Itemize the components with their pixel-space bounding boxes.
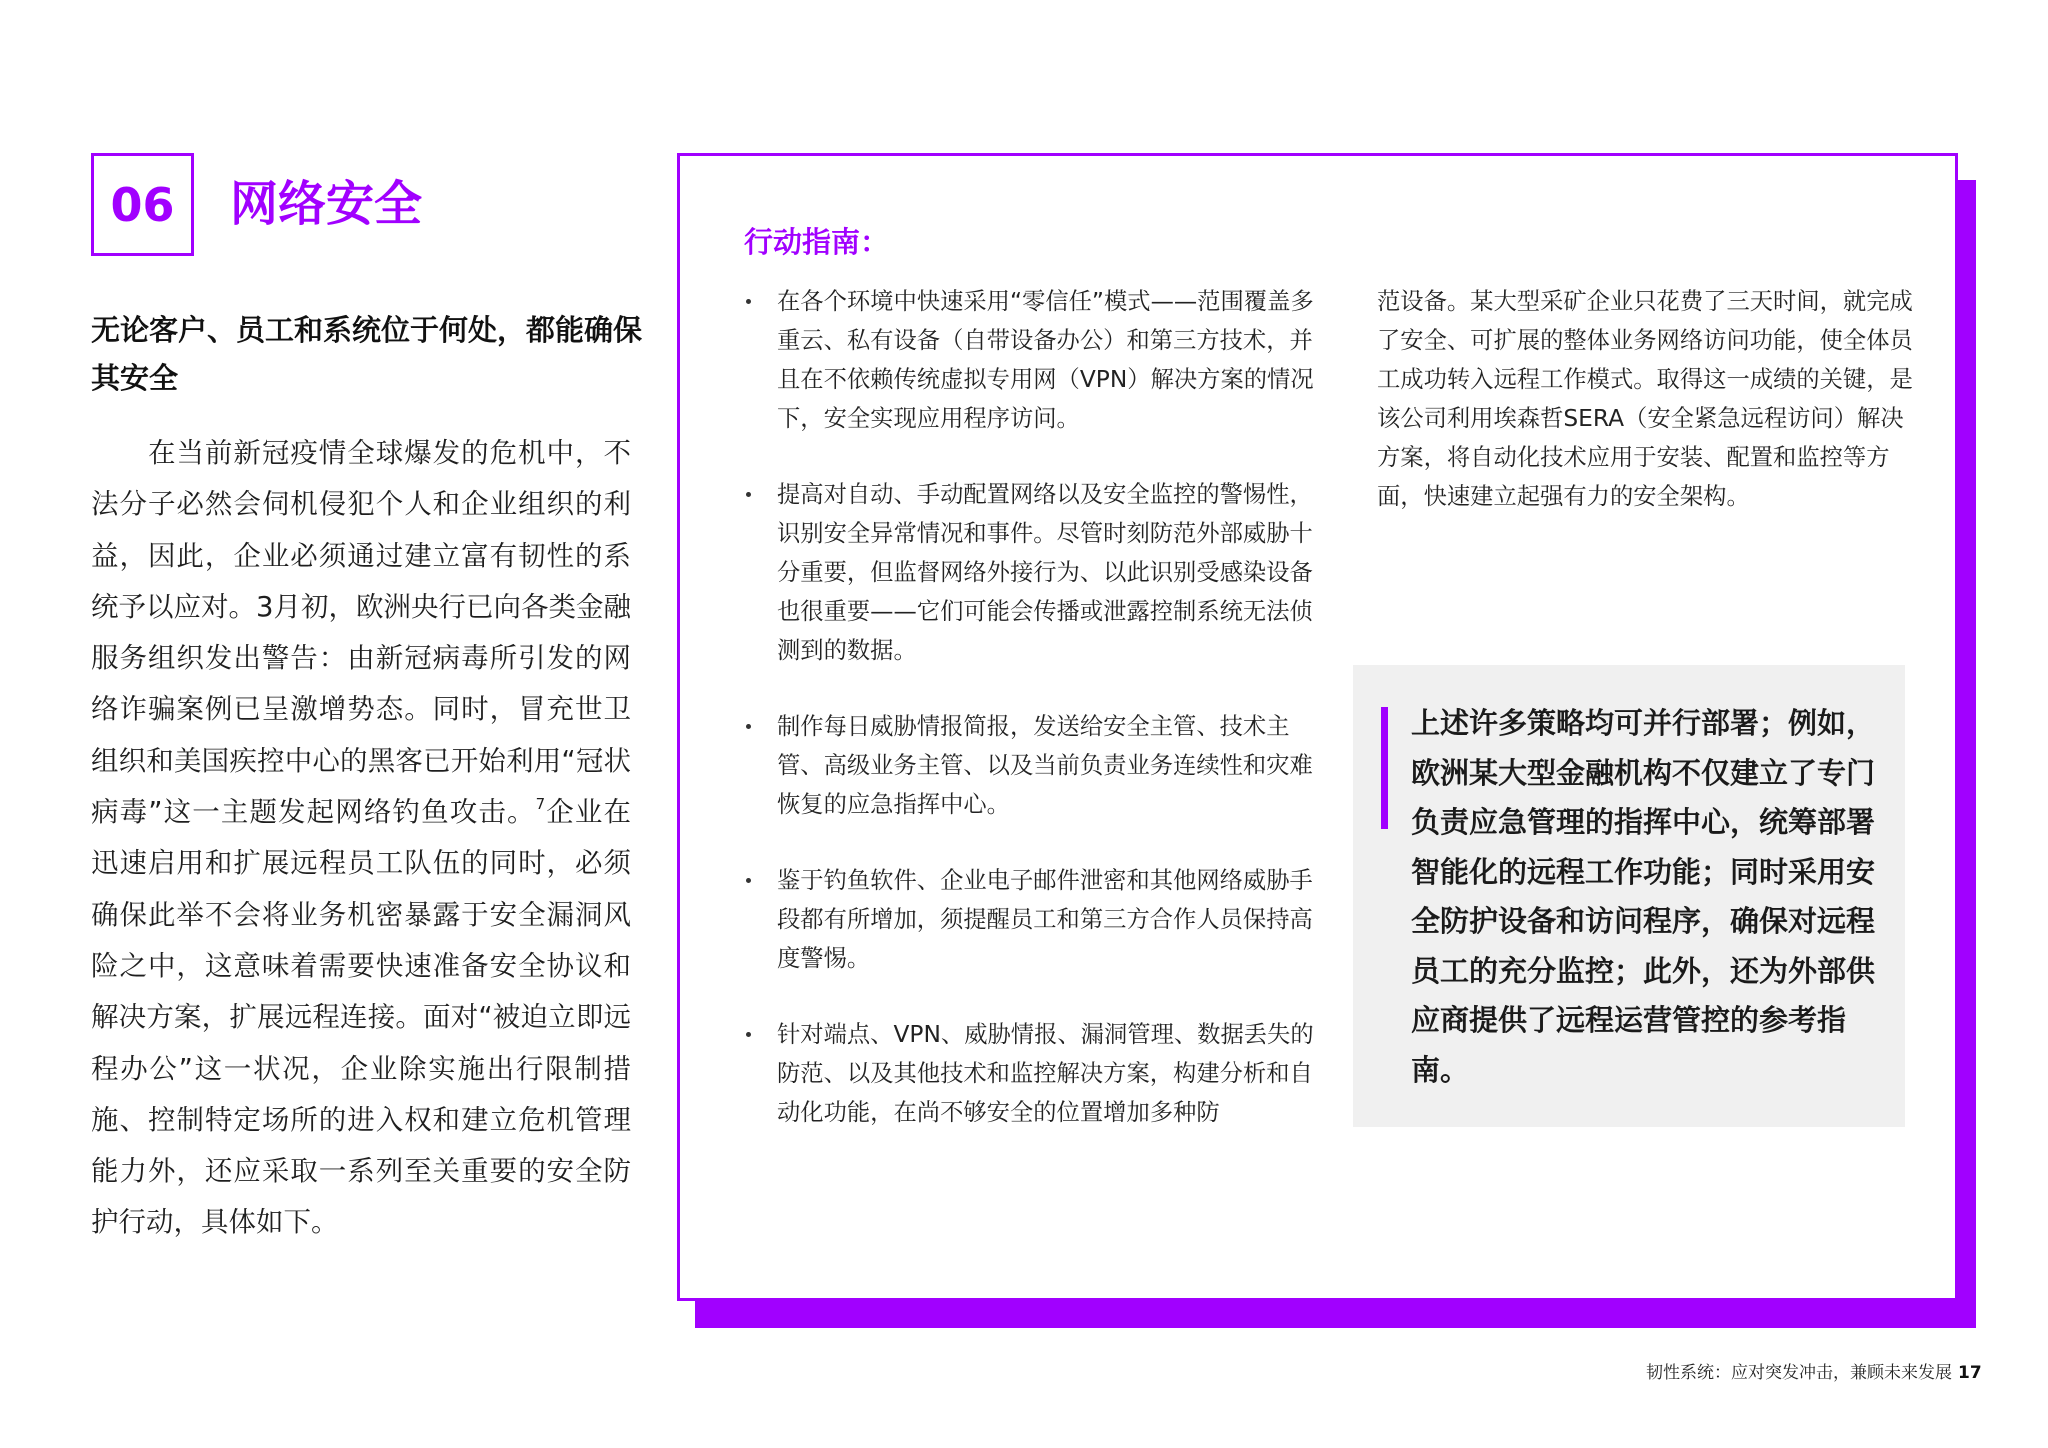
page-number: 17	[1958, 1363, 1982, 1383]
bullet-continuation-text: 范设备。某大型采矿企业只花费了三天时间，就完成了安全、可扩展的整体业务网络访问功能，使全体员工成功转入远程工作模式。取得这一成绩的关键，是该公司利用埃森哲SERA（安全紧急远程访问）解决方案，将自动化技术应用于安装、配置和监控等方面，快速建立起强有力的安全架构。	[1377, 288, 1913, 510]
list-item	[744, 282, 1314, 438]
intro-paragraph	[91, 428, 631, 1249]
pull-quote-box	[1353, 665, 1905, 1127]
list-item-text: 鉴于钓鱼软件、企业电子邮件泄密和其他网络威胁手段都有所增加，须提醒员工和第三方合作人员保持高度警惕。	[777, 867, 1313, 972]
section-number: 06	[110, 177, 175, 232]
list-item	[744, 1015, 1314, 1132]
bullet-icon	[746, 724, 751, 729]
subheading: 无论客户、员工和系统位于何处，都能确保其安全	[91, 313, 643, 395]
footnote-reference: 7	[535, 795, 546, 814]
bullet-icon	[746, 878, 751, 883]
intro-text-part-2: 企业在迅速启用和扩展远程员工队伍的同时，必须确保此举不会将业务机密暴露于安全漏洞风险之中，这意味着需要快速准备安全协议和解决方案，扩展远程连接。面对“被迫立即远程办公”这一状况，企业除实施出行限制措施、控制特定场所的进入权和建立危机管理能力外，还应采取一系列至关重要的安全防护行动，具体如下。	[91, 796, 632, 1239]
bullet-icon	[746, 492, 751, 497]
list-item-text: 提高对自动、手动配置网络以及安全监控的警惕性，识别安全异常情况和事件。尽管时刻防范外部威胁十分重要，但监督网络外接行为、以此识别受感染设备也很重要——它们可能会传播或泄露控制系统无法侦测到的数据。	[777, 481, 1313, 664]
list-item-text: 针对端点、VPN、威胁情报、漏洞管理、数据丢失的防范、以及其他技术和监控解决方案，构建分析和自动化功能，在尚不够安全的位置增加多种防	[777, 1021, 1314, 1126]
action-guide-list	[744, 282, 1314, 1169]
quote-accent-bar	[1381, 707, 1388, 829]
bullet-icon	[746, 1032, 751, 1037]
footer-title: 韧性系统：应对突发冲击，兼顾未来发展	[1646, 1363, 1952, 1383]
intro-text-part-1: 在当前新冠疫情全球爆发的危机中，不法分子必然会伺机侵犯个人和企业组织的利益，因此，企业必须通过建立富有韧性的系统予以应对。3月初，欧洲央行已向各类金融服务组织发出警告：由新冠病毒所引发的网络诈骗案例已呈激增势态。同时，冒充世卫组织和美国疾控中心的黑客已开始利用“冠状病毒”这一主题发起网络钓鱼攻击。	[91, 437, 631, 829]
action-guide-title: 行动指南：	[744, 225, 890, 259]
pull-quote-text: 上述许多策略均可并行部署；例如，欧洲某大型金融机构不仅建立了专门负责应急管理的指挥中心，统筹部署智能化的远程工作功能；同时采用安全防护设备和访问程序，确保对远程员工的充分监控；此外，还为外部供应商提供了远程运营管控的参考指南。	[1411, 706, 1876, 1087]
list-item	[744, 861, 1314, 978]
section-number-box	[91, 153, 194, 256]
list-item	[744, 707, 1314, 824]
section-title: 网络安全	[230, 176, 423, 232]
bullet-icon	[746, 299, 751, 304]
list-item-text: 在各个环境中快速采用“零信任”模式——范围覆盖多重云、私有设备（自带设备办公）和第三方技术，并且在不依赖传统虚拟专用网（VPN）解决方案的情况下，安全实现应用程序访问。	[777, 288, 1314, 432]
list-item	[744, 475, 1314, 670]
list-item-text: 制作每日威胁情报简报，发送给安全主管、技术主管、高级业务主管、以及当前负责业务连续性和灾难恢复的应急指挥中心。	[777, 713, 1313, 818]
